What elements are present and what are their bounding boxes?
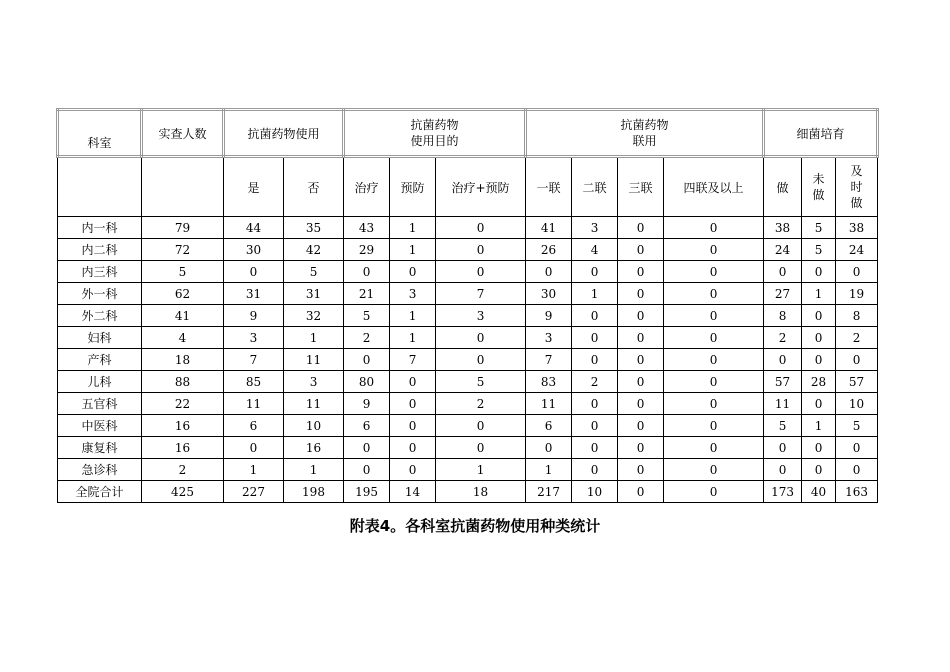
- value-cell: 0: [618, 459, 664, 481]
- value-cell: 5: [764, 415, 802, 437]
- value-cell: 6: [526, 415, 572, 437]
- value-cell: 11: [224, 393, 284, 415]
- value-cell: 1: [390, 239, 436, 261]
- value-cell: 0: [390, 459, 436, 481]
- value-cell: 2: [344, 327, 390, 349]
- value-cell: 217: [526, 481, 572, 503]
- value-cell: 30: [224, 239, 284, 261]
- value-cell: 57: [836, 371, 878, 393]
- value-cell: 0: [572, 415, 618, 437]
- value-cell: 9: [344, 393, 390, 415]
- subheader-treat-prevent: 治疗+预防: [436, 157, 526, 217]
- value-cell: 16: [142, 437, 224, 459]
- dept-name-cell: 五官科: [58, 393, 142, 415]
- value-cell: 0: [664, 239, 764, 261]
- value-cell: 0: [618, 415, 664, 437]
- value-cell: 7: [526, 349, 572, 371]
- value-cell: 38: [764, 217, 802, 239]
- value-cell: 41: [142, 305, 224, 327]
- value-cell: 16: [284, 437, 344, 459]
- table-row: [58, 305, 878, 327]
- dept-name-cell: 急诊科: [58, 459, 142, 481]
- dept-name-cell: 妇科: [58, 327, 142, 349]
- header-purpose-line2: 使用目的: [410, 134, 459, 148]
- header-purpose: [344, 110, 526, 157]
- dept-name-cell: 外一科: [58, 283, 142, 305]
- table-row: [58, 393, 878, 415]
- value-cell: 3: [436, 305, 526, 327]
- value-cell: 1: [802, 415, 836, 437]
- value-cell: 0: [664, 261, 764, 283]
- value-cell: 0: [664, 327, 764, 349]
- value-cell: 24: [764, 239, 802, 261]
- value-cell: 2: [764, 327, 802, 349]
- table-row: [58, 283, 878, 305]
- value-cell: 11: [764, 393, 802, 415]
- value-cell: 1: [436, 459, 526, 481]
- subheader-combo4: 四联及以上: [664, 157, 764, 217]
- value-cell: 0: [664, 283, 764, 305]
- value-cell: 1: [572, 283, 618, 305]
- value-cell: 0: [836, 261, 878, 283]
- value-cell: 16: [142, 415, 224, 437]
- subheader-timely-char3: 做: [850, 196, 863, 210]
- value-cell: 18: [142, 349, 224, 371]
- value-cell: 3: [224, 327, 284, 349]
- value-cell: 0: [344, 349, 390, 371]
- value-cell: 0: [802, 305, 836, 327]
- value-cell: 0: [390, 371, 436, 393]
- value-cell: 0: [618, 327, 664, 349]
- value-cell: 6: [344, 415, 390, 437]
- value-cell: 0: [664, 371, 764, 393]
- value-cell: 0: [572, 305, 618, 327]
- value-cell: 0: [436, 327, 526, 349]
- value-cell: 31: [224, 283, 284, 305]
- value-cell: 0: [618, 261, 664, 283]
- dept-name-cell: 中医科: [58, 415, 142, 437]
- table-body: [58, 217, 878, 503]
- value-cell: 0: [764, 349, 802, 371]
- value-cell: 38: [836, 217, 878, 239]
- value-cell: 0: [664, 305, 764, 327]
- value-cell: 1: [526, 459, 572, 481]
- value-cell: 1: [390, 305, 436, 327]
- value-cell: 0: [836, 437, 878, 459]
- value-cell: 0: [802, 327, 836, 349]
- value-cell: 22: [142, 393, 224, 415]
- stats-table-container: [56, 108, 876, 503]
- value-cell: 227: [224, 481, 284, 503]
- table-row: [58, 371, 878, 393]
- value-cell: 0: [572, 437, 618, 459]
- value-cell: 0: [224, 437, 284, 459]
- header-purpose-line1: 抗菌药物: [410, 118, 459, 132]
- value-cell: 5: [284, 261, 344, 283]
- value-cell: 85: [224, 371, 284, 393]
- value-cell: 2: [142, 459, 224, 481]
- value-cell: 2: [436, 393, 526, 415]
- value-cell: 9: [526, 305, 572, 327]
- value-cell: 0: [836, 459, 878, 481]
- subheader-timely: [836, 157, 878, 217]
- value-cell: 0: [224, 261, 284, 283]
- value-cell: 1: [284, 459, 344, 481]
- value-cell: 0: [618, 393, 664, 415]
- value-cell: 0: [390, 261, 436, 283]
- table-row: [58, 327, 878, 349]
- value-cell: 1: [284, 327, 344, 349]
- table-row: [58, 481, 878, 503]
- value-cell: 0: [618, 349, 664, 371]
- subheader-combo1: 一联: [526, 157, 572, 217]
- value-cell: 198: [284, 481, 344, 503]
- value-cell: 0: [836, 349, 878, 371]
- subheader-combo3: 三联: [618, 157, 664, 217]
- value-cell: 79: [142, 217, 224, 239]
- dept-name-cell: 内二科: [58, 239, 142, 261]
- table-row: [58, 415, 878, 437]
- value-cell: 0: [618, 437, 664, 459]
- subheader-combo2: 二联: [572, 157, 618, 217]
- value-cell: 3: [390, 283, 436, 305]
- table-row: [58, 261, 878, 283]
- value-cell: 1: [390, 327, 436, 349]
- value-cell: 0: [436, 349, 526, 371]
- value-cell: 0: [618, 371, 664, 393]
- value-cell: 195: [344, 481, 390, 503]
- value-cell: 83: [526, 371, 572, 393]
- value-cell: 5: [142, 261, 224, 283]
- value-cell: 0: [390, 393, 436, 415]
- value-cell: 0: [664, 481, 764, 503]
- value-cell: 2: [572, 371, 618, 393]
- value-cell: 0: [802, 261, 836, 283]
- value-cell: 6: [224, 415, 284, 437]
- value-cell: 5: [802, 217, 836, 239]
- value-cell: 5: [436, 371, 526, 393]
- value-cell: 0: [802, 393, 836, 415]
- value-cell: 24: [836, 239, 878, 261]
- value-cell: 27: [764, 283, 802, 305]
- value-cell: 18: [436, 481, 526, 503]
- value-cell: 88: [142, 371, 224, 393]
- header-row-main: [58, 110, 878, 157]
- value-cell: 0: [802, 349, 836, 371]
- value-cell: 4: [142, 327, 224, 349]
- value-cell: 31: [284, 283, 344, 305]
- value-cell: 8: [836, 305, 878, 327]
- value-cell: 0: [344, 437, 390, 459]
- header-row-sub: [58, 157, 878, 217]
- value-cell: 8: [764, 305, 802, 327]
- value-cell: 0: [618, 217, 664, 239]
- value-cell: 7: [390, 349, 436, 371]
- value-cell: 35: [284, 217, 344, 239]
- value-cell: 21: [344, 283, 390, 305]
- value-cell: 0: [436, 415, 526, 437]
- value-cell: 9: [224, 305, 284, 327]
- value-cell: 3: [284, 371, 344, 393]
- value-cell: 0: [664, 393, 764, 415]
- subheader-prevent: 预防: [390, 157, 436, 217]
- value-cell: 7: [224, 349, 284, 371]
- value-cell: 0: [802, 437, 836, 459]
- value-cell: 163: [836, 481, 878, 503]
- table-row: [58, 349, 878, 371]
- value-cell: 42: [284, 239, 344, 261]
- value-cell: 28: [802, 371, 836, 393]
- value-cell: 19: [836, 283, 878, 305]
- value-cell: 0: [572, 459, 618, 481]
- value-cell: 0: [436, 239, 526, 261]
- header-dept: 科室: [58, 110, 142, 157]
- table-row: [58, 459, 878, 481]
- value-cell: 43: [344, 217, 390, 239]
- value-cell: 5: [836, 415, 878, 437]
- table-row: [58, 239, 878, 261]
- value-cell: 11: [284, 349, 344, 371]
- value-cell: 0: [572, 327, 618, 349]
- dept-name-cell: 产科: [58, 349, 142, 371]
- value-cell: 0: [664, 415, 764, 437]
- value-cell: 0: [664, 217, 764, 239]
- subheader-empty-checked: [142, 157, 224, 217]
- value-cell: 0: [664, 459, 764, 481]
- value-cell: 72: [142, 239, 224, 261]
- value-cell: 1: [802, 283, 836, 305]
- table-row: [58, 217, 878, 239]
- value-cell: 4: [572, 239, 618, 261]
- value-cell: 5: [802, 239, 836, 261]
- value-cell: 3: [526, 327, 572, 349]
- value-cell: 7: [436, 283, 526, 305]
- header-usage: 抗菌药物使用: [224, 110, 344, 157]
- value-cell: 30: [526, 283, 572, 305]
- value-cell: 0: [664, 349, 764, 371]
- value-cell: 10: [284, 415, 344, 437]
- value-cell: 0: [618, 481, 664, 503]
- value-cell: 0: [526, 261, 572, 283]
- value-cell: 0: [764, 459, 802, 481]
- value-cell: 0: [802, 459, 836, 481]
- value-cell: 1: [390, 217, 436, 239]
- subheader-timely-char1: 及: [850, 164, 863, 178]
- value-cell: 40: [802, 481, 836, 503]
- subheader-yes: 是: [224, 157, 284, 217]
- header-culture: 细菌培育: [764, 110, 878, 157]
- value-cell: 62: [142, 283, 224, 305]
- value-cell: 0: [572, 349, 618, 371]
- subheader-treat: 治疗: [344, 157, 390, 217]
- value-cell: 11: [526, 393, 572, 415]
- subheader-done: 做: [764, 157, 802, 217]
- value-cell: 0: [436, 261, 526, 283]
- value-cell: 425: [142, 481, 224, 503]
- value-cell: 41: [526, 217, 572, 239]
- subheader-empty-dept: [58, 157, 142, 217]
- value-cell: 10: [836, 393, 878, 415]
- value-cell: 0: [664, 437, 764, 459]
- value-cell: 0: [390, 437, 436, 459]
- value-cell: 0: [618, 305, 664, 327]
- value-cell: 3: [572, 217, 618, 239]
- value-cell: 0: [436, 217, 526, 239]
- value-cell: 2: [836, 327, 878, 349]
- value-cell: 0: [390, 415, 436, 437]
- value-cell: 10: [572, 481, 618, 503]
- value-cell: 11: [284, 393, 344, 415]
- value-cell: 57: [764, 371, 802, 393]
- value-cell: 5: [344, 305, 390, 327]
- value-cell: 1: [224, 459, 284, 481]
- value-cell: 80: [344, 371, 390, 393]
- dept-name-cell: 外二科: [58, 305, 142, 327]
- value-cell: 32: [284, 305, 344, 327]
- dept-name-cell: 全院合计: [58, 481, 142, 503]
- antibiotic-usage-table: [56, 108, 879, 503]
- value-cell: 0: [764, 437, 802, 459]
- value-cell: 0: [344, 459, 390, 481]
- value-cell: 0: [572, 261, 618, 283]
- dept-name-cell: 内一科: [58, 217, 142, 239]
- subheader-no: 否: [284, 157, 344, 217]
- header-checked-count: 实查人数: [142, 110, 224, 157]
- value-cell: 0: [526, 437, 572, 459]
- table-caption: 附表4。各科室抗菌药物使用种类统计: [349, 517, 601, 535]
- header-combination-line2: 联用: [632, 134, 657, 148]
- subheader-not-done-char1: 未: [812, 172, 825, 186]
- value-cell: 0: [572, 393, 618, 415]
- value-cell: 44: [224, 217, 284, 239]
- value-cell: 26: [526, 239, 572, 261]
- table-row: [58, 437, 878, 459]
- value-cell: 0: [618, 283, 664, 305]
- dept-name-cell: 康复科: [58, 437, 142, 459]
- value-cell: 0: [436, 437, 526, 459]
- value-cell: 0: [344, 261, 390, 283]
- value-cell: 0: [764, 261, 802, 283]
- value-cell: 14: [390, 481, 436, 503]
- dept-name-cell: 内三科: [58, 261, 142, 283]
- header-combination-line1: 抗菌药物: [620, 118, 669, 132]
- subheader-not-done-char2: 做: [812, 188, 825, 202]
- header-combination: [526, 110, 764, 157]
- value-cell: 173: [764, 481, 802, 503]
- subheader-not-done: [802, 157, 836, 217]
- value-cell: 29: [344, 239, 390, 261]
- dept-name-cell: 儿科: [58, 371, 142, 393]
- value-cell: 0: [618, 239, 664, 261]
- subheader-timely-char2: 时: [850, 180, 863, 194]
